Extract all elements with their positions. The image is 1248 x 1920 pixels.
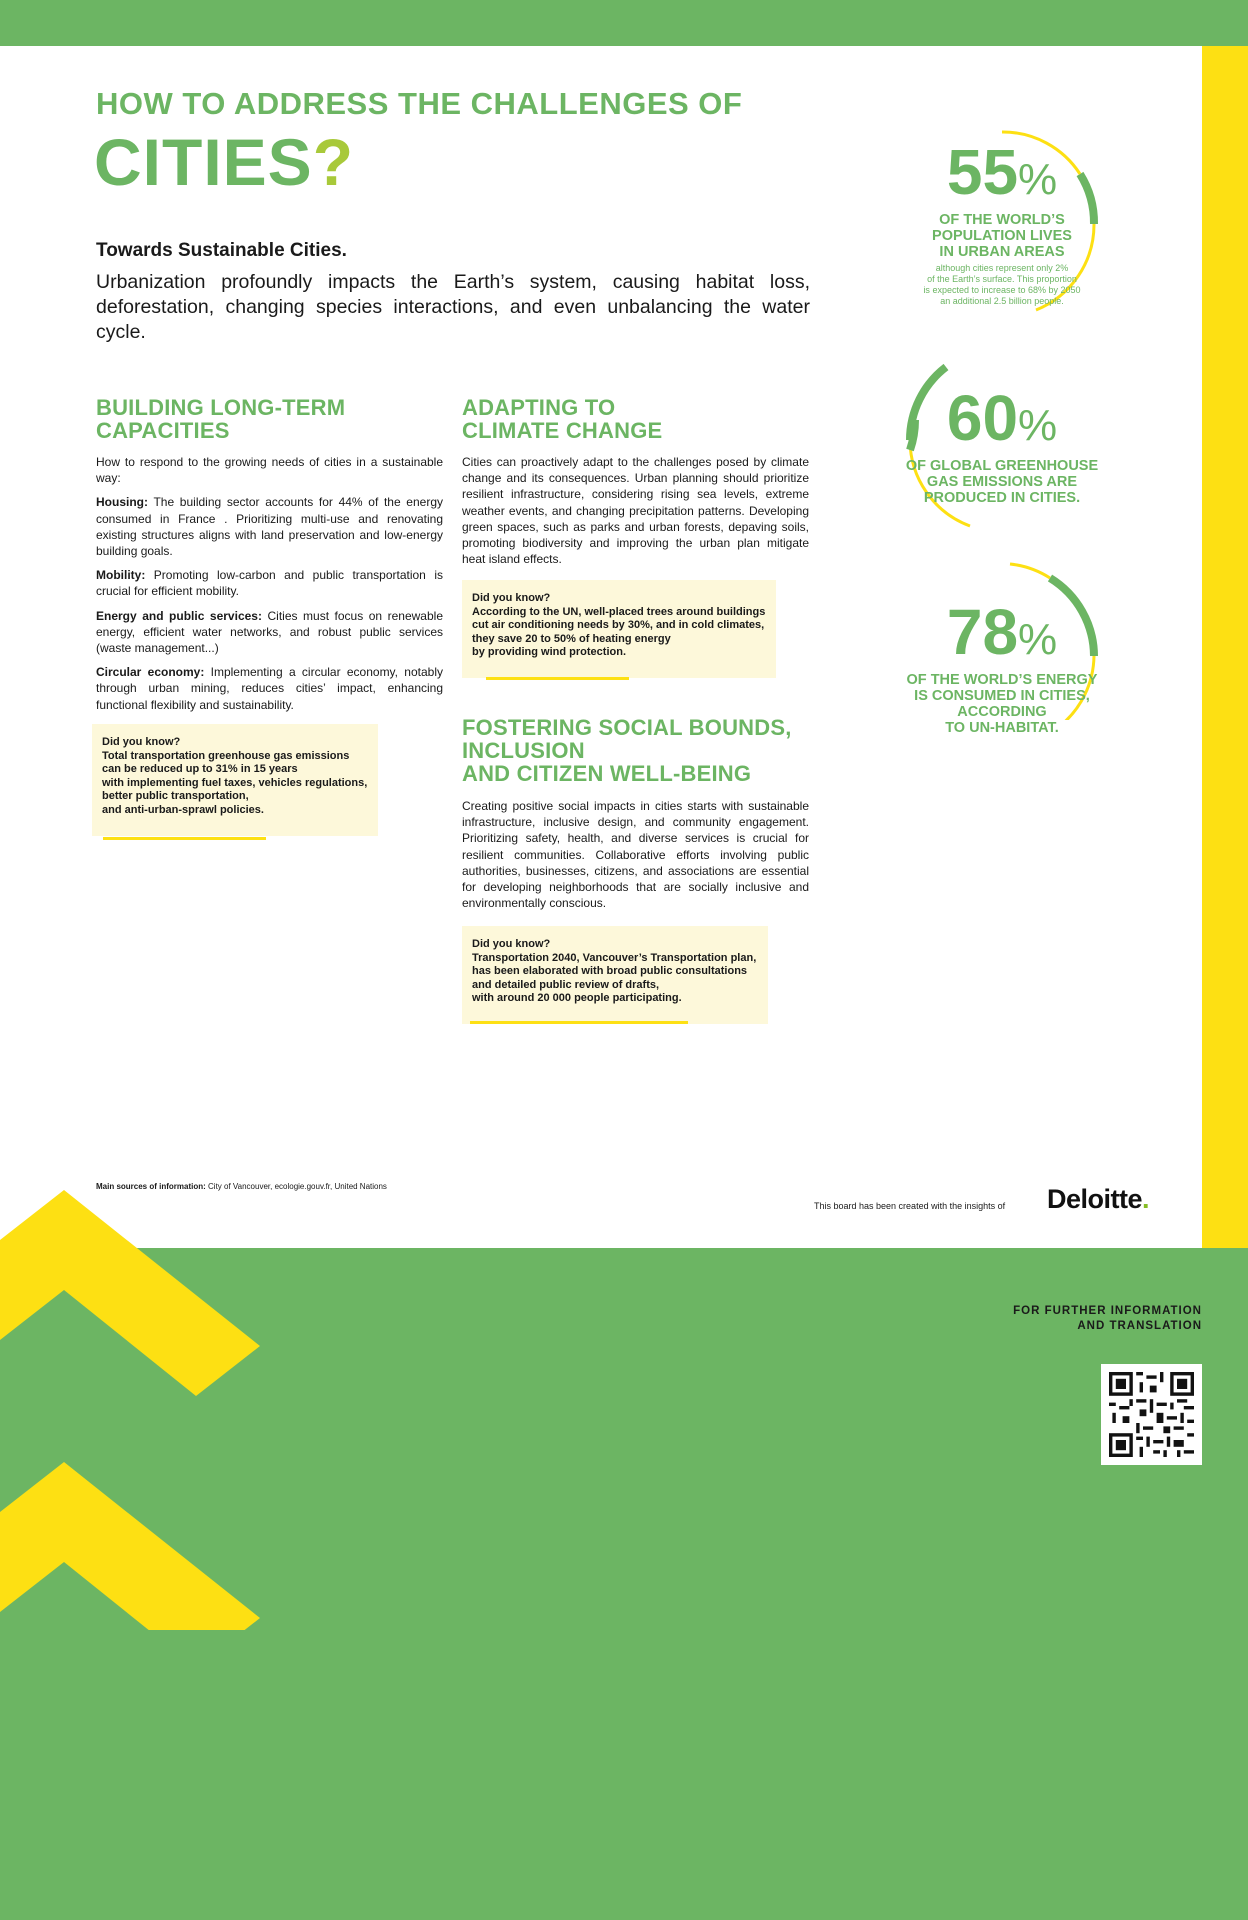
did-you-know-line: can be reduced up to 31% in 15 years <box>102 763 298 775</box>
highlight-underline <box>103 837 266 840</box>
did-you-know-line: cut air conditioning needs by 30%, and in cold climates, <box>472 619 765 631</box>
further-info-label: FOR FURTHER INFORMATION AND TRANSLATION <box>1013 1305 1202 1332</box>
deloitte-logo: Deloitte. <box>1047 1184 1150 1214</box>
credit-text: This board has been created with the insights of <box>814 1201 1006 1211</box>
chevron-arrows-graphic <box>0 1170 270 1630</box>
did-you-know-line: and detailed public review of drafts, <box>472 978 660 991</box>
section-title-building: BUILDING LONG-TERM CAPACITIES <box>96 395 346 443</box>
section-body-adapting: Cities can proactively adapt to the challenges posed by climate change and its consequences. Urban planning should prioritize resilient infrastructure, considering rising sea levels, extreme weather events, and changing precipitation patterns. Developing green spaces, such as parks and urban forests, depaving soils, promoting biodiversity and improving the urban plan mitigate heat island effects. <box>462 455 809 567</box>
section-title-social: FOSTERING SOCIAL BOUNDS, INCLUSION AND CITIZEN WELL-BEING <box>462 715 792 786</box>
top-green-band <box>0 0 1248 46</box>
page-title: CITIES? <box>94 125 355 199</box>
stat-greenhouse-emissions: 60% OF GLOBAL GREENHOUSE GAS EMISSIONS ARE PRODUCED IN CITIES. <box>905 382 1099 506</box>
intro-subhead: Towards Sustainable Cities. <box>96 240 347 261</box>
section-title-adapting: ADAPTING TO CLIMATE CHANGE <box>462 395 663 443</box>
did-you-know-label: Did you know? <box>472 938 551 950</box>
section-body-building <box>96 454 443 721</box>
did-you-know-box <box>92 724 378 836</box>
did-you-know-line: has been elaborated with broad public consultations <box>472 965 748 977</box>
did-you-know-line: According to the UN, well-placed trees around buildings <box>472 605 766 618</box>
did-you-know-label: Did you know? <box>472 592 551 604</box>
did-you-know-line: by providing wind protection. <box>472 646 626 658</box>
mobility-paragraph: Mobility: Promoting low-carbon and public transportation is crucial for efficient mobility. <box>96 568 443 599</box>
section-body-social: Creating positive social impacts in cities starts with sustainable infrastructure, inclusive design, and community engagement. Prioritizing safety, health, and diverse services is crucial for resilient communities. Collaborative efforts involving public authorities, businesses, citizens, and associations are essential for developing neighborhoods that are socially inclusive and environmentally conscious. <box>462 799 809 911</box>
stat-energy-consumption: 78% OF THE WORLD’S ENERGY IS CONSUMED IN CITIES, ACCORDING TO UN-HABITAT. <box>906 596 1098 736</box>
did-you-know-line: with implementing fuel taxes, vehicles regulations, <box>102 776 368 789</box>
did-you-know-line: better public transportation, <box>102 790 249 802</box>
housing-paragraph: Housing: The building sector accounts for 44% of the energy consumed in France . Prioritizing multi-use and renovating existing structures aligns with land preservation and low-energy building goals. <box>96 495 443 559</box>
did-you-know-box <box>462 580 776 678</box>
intro-paragraph: Urbanization profoundly impacts the Earth’s system, causing habitat loss, deforestation, changing species interactions, and even unbalancing the water cycle. <box>96 271 810 343</box>
highlight-underline <box>470 1021 688 1024</box>
sources-note: Main sources of information: City of Vancouver, ecologie.gouv.fr, United Nations <box>96 1182 387 1191</box>
highlight-underline <box>486 677 629 680</box>
yellow-side-strip <box>1202 46 1248 1248</box>
did-you-know-line: Transportation 2040, Vancouver’s Transportation plan, <box>472 951 757 964</box>
energy-paragraph: Energy and public services: Cities must focus on renewable energy, efficient water networks, and robust public services (waste management...) <box>96 608 443 656</box>
did-you-know-line: and anti-urban-sprawl policies. <box>102 803 264 816</box>
did-you-know-label: Did you know? <box>102 736 181 748</box>
page-kicker: HOW TO ADDRESS THE CHALLENGES OF <box>96 86 743 121</box>
stat-urban-population: 55% OF THE WORLD’S POPULATION LIVES IN URBAN AREAS although cities represent only 2% of the Earth’s surface. This proportion is expected to increase to 68% by 2050 an additional 2.5 billion people. <box>923 136 1081 306</box>
did-you-know-line: with around 20 000 people participating. <box>472 992 682 1004</box>
did-you-know-box <box>462 926 768 1024</box>
qr-code[interactable] <box>1101 1364 1202 1465</box>
building-lead: How to respond to the growing needs of cities in a sustainable way: <box>96 455 443 486</box>
did-you-know-line: Total transportation greenhouse gas emissions <box>102 749 350 762</box>
qr-code-icon <box>1109 1372 1194 1457</box>
circular-paragraph: Circular economy: Implementing a circular economy, notably through urban mining, reduces cities’ impact, enhancing functional flexibility and sustainability. <box>96 665 443 712</box>
did-you-know-line: they save 20 to 50% of heating energy <box>472 632 671 645</box>
